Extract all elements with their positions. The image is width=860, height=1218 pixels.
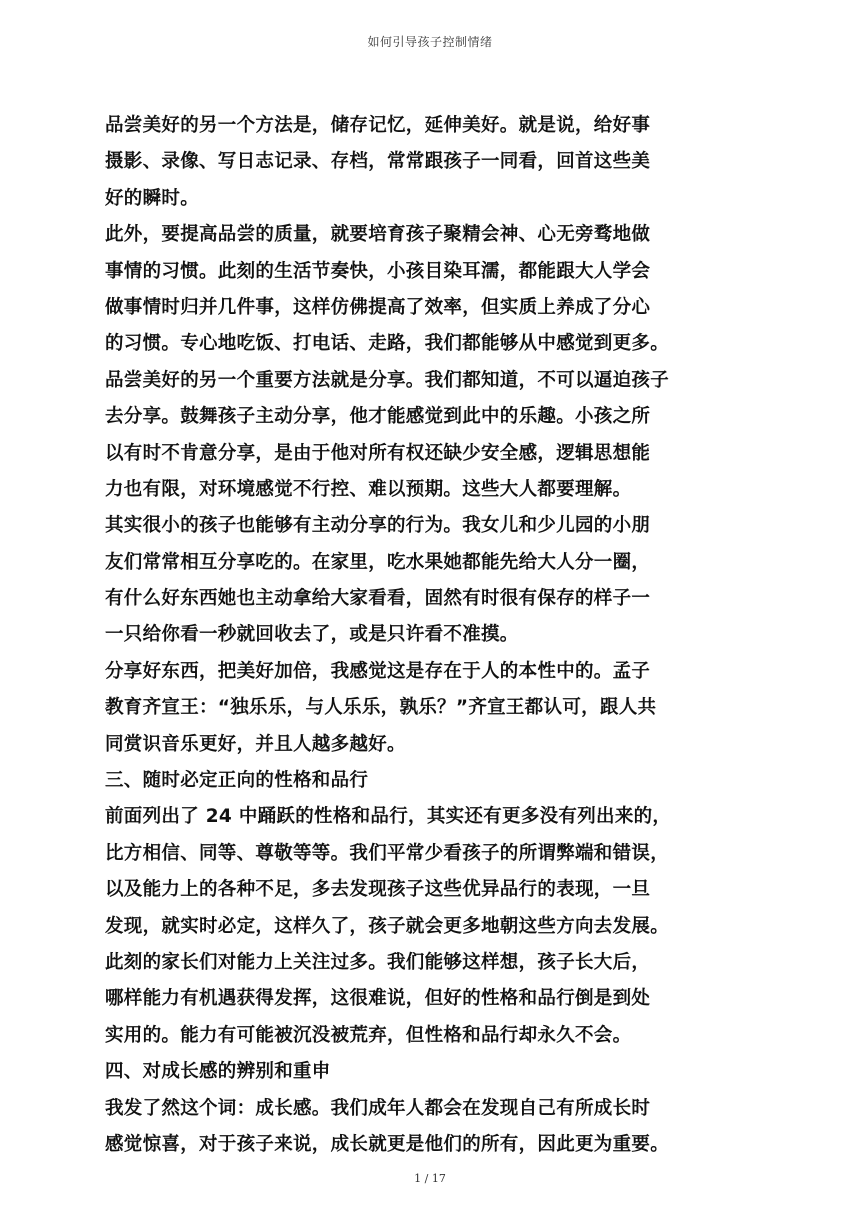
text-line: 友们常常相互分享吃的。在家里，吃水果她都能先给大人分一圈， <box>105 551 651 573</box>
text-line: 事情的习惯。此刻的生活节奏快，小孩目染耳濡，都能跟大人学会 <box>105 260 651 282</box>
text-line: 力也有限，对环境感觉不行控、难以预期。这些大人都要理解。 <box>105 478 632 500</box>
text-line: 一只给你看一秒就回收去了，或是只许看不准摸。 <box>105 624 519 646</box>
text-line: 比方相信、同等、尊敬等等。我们平常少看孩子的所谓弊端和错误， <box>105 842 670 864</box>
text-line: 感觉惊喜，对于孩子来说，成长就更是他们的所有，因此更为重要。 <box>105 1133 670 1155</box>
text-line: 以有时不肯意分享，是由于他对所有权还缺少安全感，逻辑思想能 <box>105 442 651 464</box>
page-number: 1 / 17 <box>414 1172 446 1185</box>
page-header-title: 如何引导孩子控制情绪 <box>367 35 493 49</box>
text-line: 去分享。鼓舞孩子主动分享，他才能感觉到此中的乐趣。小孩之所 <box>105 406 651 428</box>
document-body <box>105 108 705 1163</box>
text-line: 实用的。能力有可能被沉没被荒弃，但性格和品行却永久不会。 <box>105 1024 632 1046</box>
text-line: 教育齐宣王：“独乐乐，与人乐乐，孰乐？”齐宣王都认可，跟人共 <box>105 697 657 719</box>
text-line: 摄影、录像、写日志记录、存档，常常跟孩子一同看，回首这些美 <box>105 151 651 173</box>
text-line: 此刻的家长们对能力上关注过多。我们能够这样想，孩子长大后， <box>105 951 651 973</box>
text-line: 同赏识音乐更好，并且人越多越好。 <box>105 733 406 755</box>
text-line: 做事情时归并几件事，这样仿佛提高了效率，但实质上养成了分心 <box>105 296 651 318</box>
text-line: 好的瞬时。 <box>105 187 200 209</box>
text-line: 哪样能力有机遇获得发挥，这很难说，但好的性格和品行倒是到处 <box>105 988 651 1010</box>
text-line: 前面列出了 24 中踊跃的性格和品行，其实还有更多没有列出来的， <box>105 806 672 828</box>
section-heading: 三、随时必定正向的性格和品行 <box>105 770 369 792</box>
text-line: 品尝美好的另一个重要方法就是分享。我们都知道，不可以逼迫孩子 <box>105 369 670 391</box>
text-line: 以及能力上的各种不足，多去发现孩子这些优异品行的表现，一旦 <box>105 879 651 901</box>
text-line: 的习惯。专心地吃饭、打电话、走路，我们都能够从中感觉到更多。 <box>105 333 670 355</box>
text-line: 我发了然这个词：成长感。我们成年人都会在发现自己有所成长时 <box>105 1097 651 1119</box>
text-line: 发现，就实时必定，这样久了，孩子就会更多地朝这些方向去发展。 <box>105 915 670 937</box>
text-line: 分享好东西，把美好加倍，我感觉这是存在于人的本性中的。孟子 <box>105 660 651 682</box>
text-line: 有什么好东西她也主动拿给大家看看，固然有时很有保存的样子一 <box>105 588 651 610</box>
text-line: 此外，要提高品尝的质量，就要培育孩子聚精会神、心无旁骛地做 <box>105 224 651 246</box>
text-line: 其实很小的孩子也能够有主动分享的行为。我女儿和少儿园的小朋 <box>105 515 651 537</box>
text-line: 品尝美好的另一个方法是，储存记忆，延伸美好。就是说，给好事 <box>105 115 651 136</box>
section-heading: 四、对成长感的辨别和重申 <box>105 1061 331 1083</box>
